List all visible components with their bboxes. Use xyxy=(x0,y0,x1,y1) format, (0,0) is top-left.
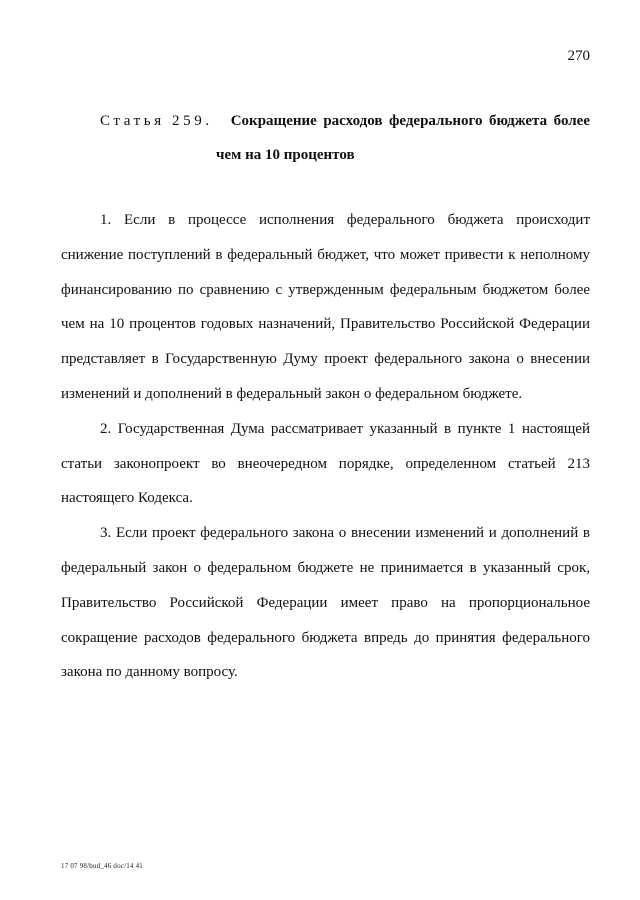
article-body xyxy=(61,203,590,690)
paragraph-line: представляет в Государственную Думу проект федерального закона о внесении xyxy=(61,351,590,368)
paragraph-3 xyxy=(61,516,590,690)
paragraph-2 xyxy=(61,412,590,516)
page-number: 270 xyxy=(567,48,590,64)
paragraph-line: настоящего Кодекса. xyxy=(61,490,193,507)
paragraph-line: 2. Государственная Дума рассматривает указанный в пункте 1 настоящей xyxy=(100,420,590,437)
article-title-line-2: чем на 10 процентов xyxy=(216,147,355,163)
paragraph-line: 1. Если в процессе исполнения федерального бюджета происходит xyxy=(100,212,590,228)
paragraph-line: чем на 10 процентов годовых назначений, Правительство Российской Федерации xyxy=(61,316,590,333)
paragraph-line: финансированию по сравнению с утвержденным федеральным бюджетом более xyxy=(61,281,590,298)
document-footer: 17 07 98/bud_46 doc/14 41 xyxy=(61,862,143,870)
paragraph-line: федеральный закон о федеральном бюджете не принимается в указанный срок, xyxy=(61,559,590,576)
paragraph-line: статьи законопроект во внеочередном порядке, определенном статьей 213 xyxy=(61,455,590,472)
paragraph-line: закона по данному вопросу. xyxy=(61,664,238,681)
article-label: Статья 259. xyxy=(100,113,213,129)
article-header-row xyxy=(100,104,590,138)
paragraph-1 xyxy=(61,203,590,412)
paragraph-line: снижение поступлений в федеральный бюджет, что может привести к неполному xyxy=(61,246,590,263)
article-header xyxy=(100,104,590,172)
paragraph-line: сокращение расходов федерального бюджета впредь до принятия федерального xyxy=(61,629,590,646)
paragraph-line: 3. Если проект федерального закона о внесении изменений и дополнений в xyxy=(100,525,590,542)
article-title-line-1: Сокращение расходов федерального бюджета более xyxy=(230,113,590,129)
paragraph-line: изменений и дополнений в федеральный закон о федеральном бюджете. xyxy=(61,385,523,402)
paragraph-line: Правительство Российской Федерации имеет право на пропорциональное xyxy=(61,594,590,611)
